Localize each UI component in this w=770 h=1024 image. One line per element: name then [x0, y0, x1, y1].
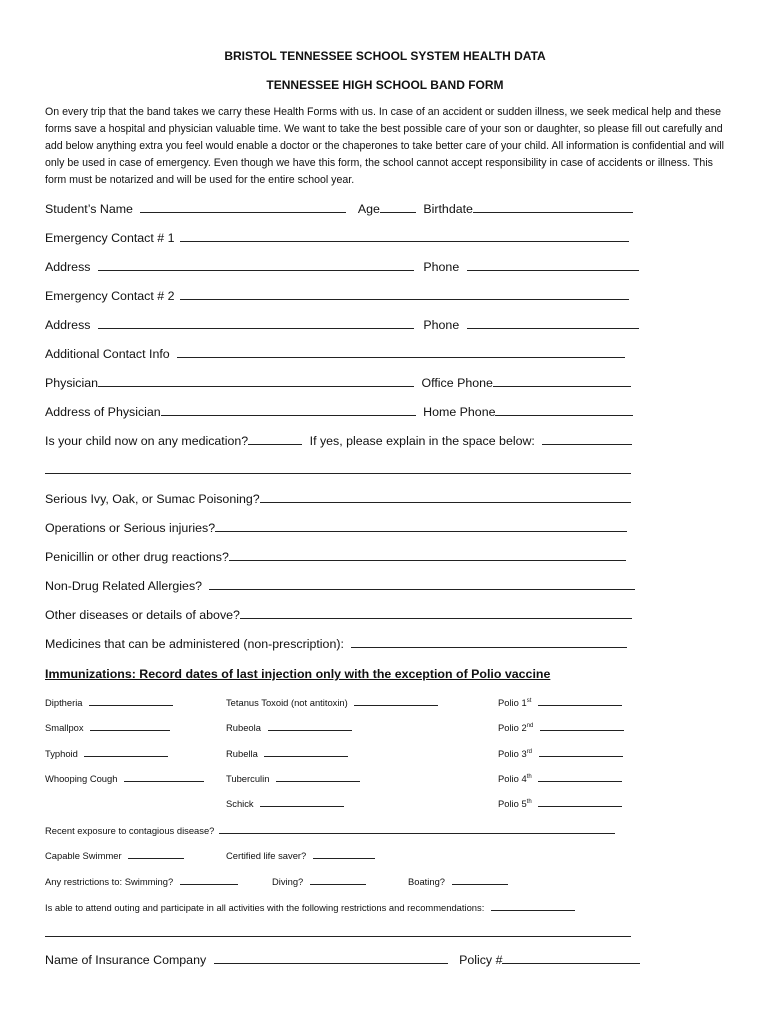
other-diseases-label: Other diseases or details of above?	[45, 608, 240, 622]
penicillin-label: Penicillin or other drug reactions?	[45, 550, 229, 564]
lifesaver-label: Certified life saver?	[226, 850, 307, 861]
polio-2-row	[498, 721, 624, 733]
schick-row	[226, 797, 344, 809]
polio-2-field[interactable]	[540, 721, 624, 731]
smallpox-label: Smallpox	[45, 722, 84, 733]
operations-label: Operations or Serious injuries?	[45, 521, 216, 535]
boating-row	[408, 875, 508, 887]
allergies-label: Non-Drug Related Allergies?	[45, 579, 203, 593]
home-phone-label: Home Phone	[423, 405, 496, 419]
medication-explain-field[interactable]	[542, 433, 632, 445]
polio-2-label: Polio 2nd	[498, 722, 534, 733]
physician-address-field[interactable]	[161, 404, 416, 416]
swimmer-label: Capable Swimmer	[45, 850, 122, 861]
tetanus-field[interactable]	[354, 696, 438, 706]
tuberculin-field[interactable]	[276, 772, 360, 782]
schick-field[interactable]	[260, 797, 344, 807]
operations-row	[45, 520, 645, 535]
poisoning-row	[45, 491, 645, 506]
lifesaver-row	[226, 849, 375, 861]
polio-5-label: Polio 5th	[498, 798, 532, 809]
rubeola-field[interactable]	[268, 721, 352, 731]
address-2-row	[45, 317, 645, 332]
polio-4-field[interactable]	[538, 772, 622, 782]
address-2-field[interactable]	[98, 317, 414, 329]
birthdate-field[interactable]	[473, 201, 633, 213]
typhoid-field[interactable]	[84, 747, 168, 757]
typhoid-label: Typhoid	[45, 748, 78, 759]
tetanus-row	[226, 696, 438, 708]
home-phone-field[interactable]	[495, 404, 633, 416]
other-diseases-field[interactable]	[240, 607, 632, 619]
rubella-row	[226, 747, 348, 759]
office-phone-field[interactable]	[493, 375, 631, 387]
diving-row	[272, 875, 366, 887]
emergency-contact-1-field[interactable]	[180, 230, 629, 242]
allergies-field[interactable]	[209, 578, 635, 590]
swimming-restriction-row	[45, 875, 238, 887]
intro-text: On every trip that the band takes we carry these Health Forms with us. In case of an accident or sudden illness, we seek medical help and these forms save a hospital and physician valuable time. We want to take the best possible care of your son or daughter, so please fill out carefully and add below anything extra you feel would enable a doctor or the chaperones to take better care of your child. All information is confidential and will only be used in case of emergency. Even though we have this form, the school cannot accept responsibility in case of accidents or illness. This form must be notarized and will be used for the entire school year.	[45, 106, 724, 186]
physician-row	[45, 375, 645, 390]
physician-address-label: Address of Physician	[45, 405, 161, 419]
tetanus-label: Tetanus Toxoid (not antitoxin)	[226, 697, 348, 708]
poisoning-field[interactable]	[260, 491, 631, 503]
diving-field[interactable]	[310, 875, 366, 885]
polio-1-label: Polio 1st	[498, 697, 532, 708]
phone-2-field[interactable]	[467, 317, 639, 329]
office-phone-label: Office Phone	[421, 376, 493, 390]
rubella-label: Rubella	[226, 748, 258, 759]
other-diseases-row	[45, 607, 645, 622]
attend-field[interactable]	[491, 901, 575, 911]
student-name-label: Student’s Name	[45, 202, 133, 216]
polio-5-row	[498, 797, 622, 809]
rubeola-row	[226, 721, 352, 733]
physician-label: Physician	[45, 376, 99, 390]
age-label: Age	[357, 202, 380, 216]
address-1-row	[45, 259, 645, 274]
swimmer-field[interactable]	[128, 849, 184, 859]
whooping-cough-field[interactable]	[124, 772, 204, 782]
polio-3-row	[498, 747, 623, 759]
emergency-contact-2-label: Emergency Contact # 2	[45, 289, 175, 303]
phone-1-field[interactable]	[467, 259, 639, 271]
swimming-restriction-field[interactable]	[180, 875, 238, 885]
polio-4-row	[498, 772, 622, 784]
boating-label: Boating?	[408, 876, 446, 887]
address-1-label: Address	[45, 260, 91, 274]
polio-1-row	[498, 696, 622, 708]
attend-row	[45, 901, 575, 913]
smallpox-row	[45, 721, 170, 733]
attend-extra-row	[45, 927, 631, 939]
rubeola-label: Rubeola	[226, 722, 261, 733]
additional-contact-field[interactable]	[177, 346, 625, 358]
emergency-contact-2-field[interactable]	[180, 288, 629, 300]
boating-field[interactable]	[452, 875, 508, 885]
swimming-restriction-label: Any restrictions to: Swimming?	[45, 876, 174, 887]
allergies-row	[45, 578, 645, 593]
insurance-row	[45, 952, 645, 967]
poisoning-label: Serious Ivy, Oak, or Sumac Poisoning?	[45, 492, 260, 506]
additional-contact-label: Additional Contact Info	[45, 347, 170, 361]
tuberculin-label: Tuberculin	[226, 773, 270, 784]
swimmer-row	[45, 849, 184, 861]
immunizations-heading: Immunizations: Record dates of last injection only with the exception of Polio vaccine	[45, 667, 551, 681]
whooping-cough-label: Whooping Cough	[45, 773, 118, 784]
medication-explain-line[interactable]	[45, 462, 631, 474]
age-field[interactable]	[380, 201, 416, 213]
lifesaver-field[interactable]	[313, 849, 375, 859]
exposure-field[interactable]	[219, 824, 615, 834]
exposure-row	[45, 824, 615, 836]
smallpox-field[interactable]	[90, 721, 170, 731]
diptheria-row	[45, 696, 173, 708]
physician-field[interactable]	[98, 375, 414, 387]
additional-contact-row	[45, 346, 645, 361]
diptheria-field[interactable]	[89, 696, 173, 706]
tuberculin-row	[226, 772, 360, 784]
medicines-row	[45, 636, 645, 651]
form-subtitle: TENNESSEE HIGH SCHOOL BAND FORM	[266, 78, 504, 92]
penicillin-row	[45, 549, 645, 564]
diptheria-label: Diptheria	[45, 697, 83, 708]
medication-field[interactable]	[248, 433, 302, 445]
polio-3-field[interactable]	[539, 747, 623, 757]
exposure-label: Recent exposure to contagious disease?	[45, 825, 215, 836]
birthdate-label: Birthdate	[423, 202, 473, 216]
medication-label: Is your child now on any medication?	[45, 434, 249, 448]
attend-label: Is able to attend outing and participate in all activities with the following restrictions and recommendations:	[45, 902, 485, 913]
insurance-company-field[interactable]	[214, 952, 448, 964]
intro-paragraph	[45, 104, 725, 189]
attend-extra-line[interactable]	[45, 927, 631, 937]
polio-1-field[interactable]	[538, 696, 622, 706]
schick-label: Schick	[226, 798, 254, 809]
policy-field[interactable]	[502, 952, 640, 964]
medication-row	[45, 433, 645, 448]
emergency-contact-1-label: Emergency Contact # 1	[45, 231, 175, 245]
operations-field[interactable]	[215, 520, 627, 532]
policy-label: Policy #	[459, 953, 503, 967]
emergency-contact-1-row	[45, 230, 645, 245]
physician-address-row	[45, 404, 645, 419]
emergency-contact-2-row	[45, 288, 645, 303]
rubella-field[interactable]	[264, 747, 348, 757]
insurance-company-label: Name of Insurance Company	[45, 953, 207, 967]
penicillin-field[interactable]	[229, 549, 626, 561]
polio-3-label: Polio 3rd	[498, 748, 533, 759]
medication-explain-row	[45, 462, 645, 477]
typhoid-row	[45, 747, 168, 759]
student-name-field[interactable]	[140, 201, 346, 213]
phone-1-label: Phone	[423, 260, 460, 274]
phone-2-label: Phone	[423, 318, 460, 332]
medicines-field[interactable]	[351, 636, 627, 648]
address-1-field[interactable]	[98, 259, 414, 271]
polio-5-field[interactable]	[538, 797, 622, 807]
whooping-cough-row	[45, 772, 204, 784]
diving-label: Diving?	[272, 876, 304, 887]
student-info-row	[45, 201, 645, 216]
medicines-label: Medicines that can be administered (non-prescription):	[45, 637, 344, 651]
polio-4-label: Polio 4th	[498, 773, 532, 784]
form-title: BRISTOL TENNESSEE SCHOOL SYSTEM HEALTH DATA	[224, 49, 546, 63]
address-2-label: Address	[45, 318, 91, 332]
medication-explain-label: If yes, please explain in the space below:	[309, 434, 535, 448]
